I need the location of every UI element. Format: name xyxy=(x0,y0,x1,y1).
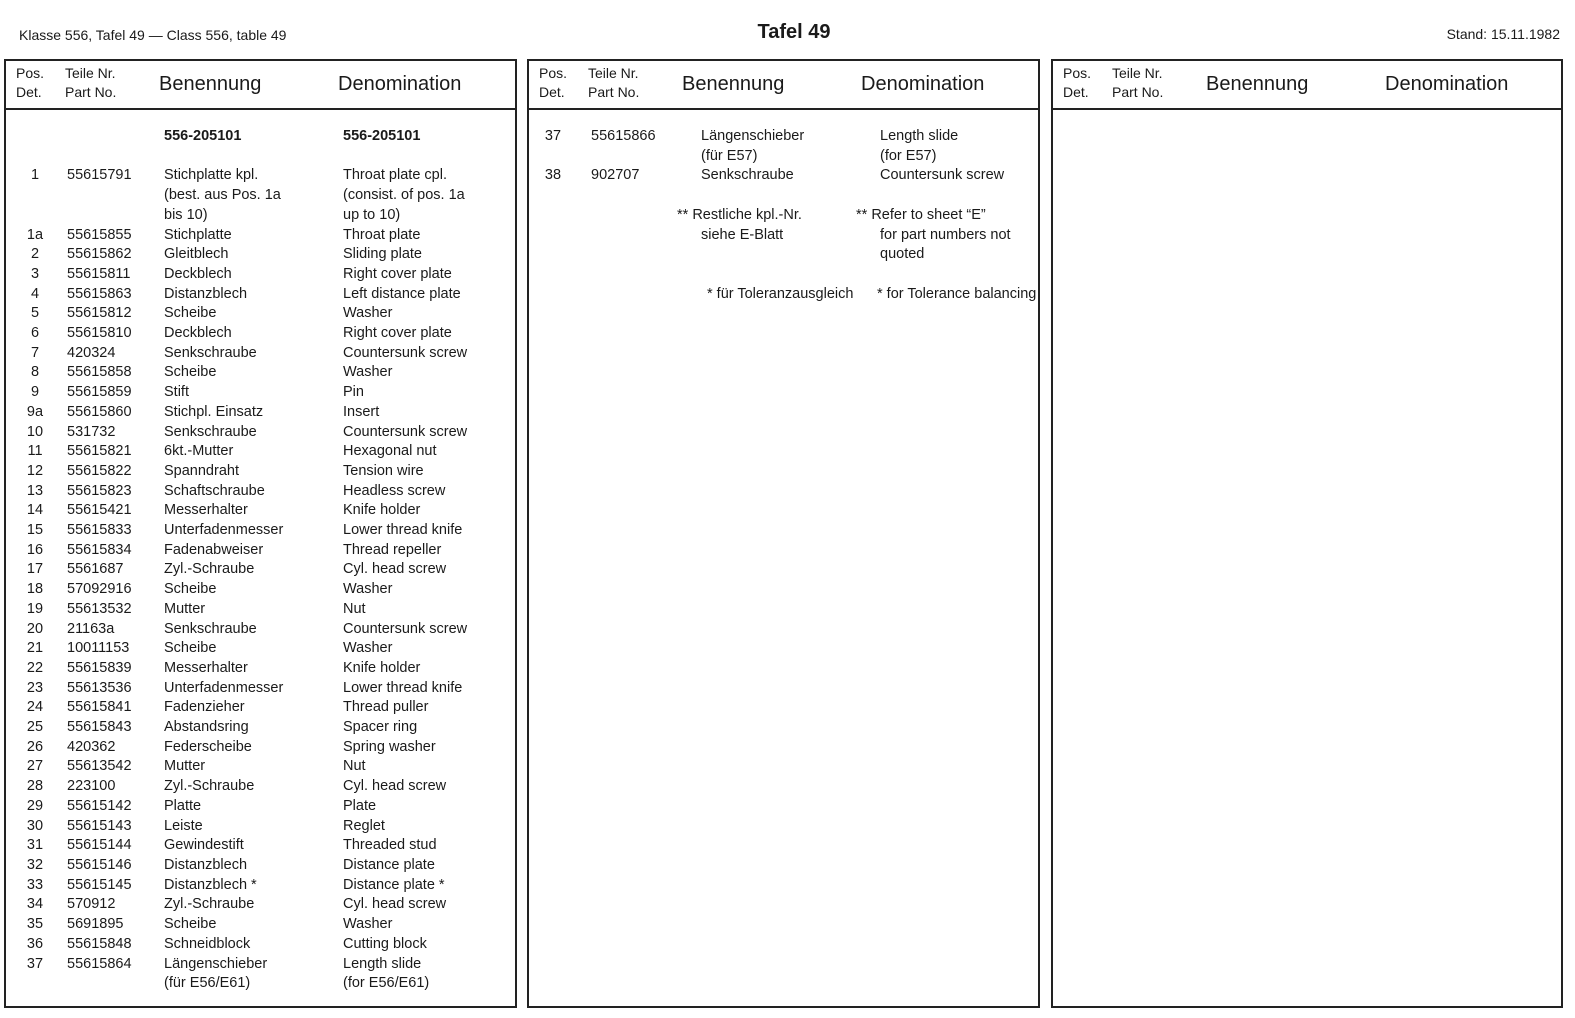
table-row xyxy=(6,521,515,541)
table-row xyxy=(6,166,515,186)
pos-cell: 21 xyxy=(26,640,44,657)
pos-cell: 29 xyxy=(26,797,44,814)
pos-cell: 13 xyxy=(26,482,44,499)
denomination-cell: Thread puller xyxy=(343,699,429,716)
benennung-cell: Deckblech xyxy=(164,265,232,282)
denomination-cell: Sliding plate xyxy=(343,246,422,263)
part-no-cell: 223100 xyxy=(67,778,116,795)
table-row xyxy=(6,777,515,797)
denomination-cell: Cyl. head screw xyxy=(343,778,447,795)
assembly-row xyxy=(6,127,515,147)
part-no-cell: 55615862 xyxy=(67,246,132,263)
benennung-cell: Fadenabweiser xyxy=(164,541,264,558)
denomination-cell: Washer xyxy=(343,305,393,322)
table-row xyxy=(6,580,515,600)
part-no-cell: 55615859 xyxy=(67,384,132,401)
part-no-cell: 55615812 xyxy=(67,305,132,322)
table-row xyxy=(6,383,515,403)
pos-cell: 5 xyxy=(30,305,40,322)
table-row xyxy=(6,955,515,975)
pos-cell: 7 xyxy=(30,344,40,361)
table-row xyxy=(6,226,515,246)
part-no-cell: 55615142 xyxy=(67,797,132,814)
denomination-cell: Countersunk screw xyxy=(343,344,468,361)
footnote-tolerance: * für Toleranzausgleich * for Tolerance balancing xyxy=(707,285,1037,302)
pos-cell: 2 xyxy=(30,246,40,263)
pos-cell: 30 xyxy=(26,817,44,834)
part-no-cell: 55615866 xyxy=(591,128,656,144)
table-row xyxy=(6,797,515,817)
part-no-cell: 5561687 xyxy=(67,561,124,578)
denomination-cell: Left distance plate xyxy=(343,285,461,302)
benennung-header: Benennung xyxy=(1206,73,1309,95)
benennung-cell: Längenschieber xyxy=(701,128,805,144)
benennung-cell: Distanzblech * xyxy=(164,876,257,893)
part-no-cell: 55615843 xyxy=(67,719,132,736)
part-no-cell xyxy=(64,186,164,206)
benennung-cell: Spanndraht xyxy=(164,462,239,479)
pos-cell: 34 xyxy=(26,896,44,913)
benennung-cell: Stift xyxy=(164,384,189,401)
pos-cell xyxy=(529,147,577,167)
pos-cell: 3 xyxy=(30,265,40,282)
page-header xyxy=(0,0,1575,56)
table-row xyxy=(6,915,515,935)
pos-cell: 20 xyxy=(26,620,44,637)
benennung-cell: Längenschieber xyxy=(164,955,268,972)
pos-cell: 1 xyxy=(30,167,40,184)
denomination-cell: Hexagonal nut xyxy=(343,443,437,460)
part-no-cell: 55615863 xyxy=(67,285,132,302)
pos-cell: 14 xyxy=(26,502,44,519)
denomination-cell: Countersunk screw xyxy=(880,167,1005,184)
part-no-cell: 531732 xyxy=(67,423,116,440)
table-row xyxy=(6,600,515,620)
denomination-header: Denomination xyxy=(861,73,985,95)
table-row xyxy=(6,541,515,561)
benennung-cell: Scheibe xyxy=(164,364,217,381)
part-no-cell: 55613536 xyxy=(67,679,132,696)
benennung-cell: Scheibe xyxy=(164,640,217,657)
parts-panel-2 xyxy=(527,59,1040,1008)
pos-cell: 24 xyxy=(26,699,44,716)
pos-cell: 17 xyxy=(26,561,44,578)
part-no-cell: 55613542 xyxy=(67,758,132,775)
denomination-cell: Threaded stud xyxy=(343,837,437,854)
denomination-cell: Length slide xyxy=(343,955,422,972)
denomination-cell: Insert xyxy=(343,403,380,420)
table-row xyxy=(6,363,515,383)
table-row xyxy=(6,482,515,502)
table-row xyxy=(6,836,515,856)
denomination-cell: Knife holder xyxy=(343,659,421,676)
pos-cell xyxy=(6,186,64,206)
benennung-cell: Zyl.-Schraube xyxy=(164,561,255,578)
benennung-cell: Zyl.-Schraube xyxy=(164,896,255,913)
part-no-cell: 21163a xyxy=(67,620,115,637)
pos-cell: 12 xyxy=(26,462,44,479)
denomination-cell: Countersunk screw xyxy=(343,423,468,440)
benennung-cell: (für E57) xyxy=(701,147,758,164)
denomination-cell: Plate xyxy=(343,797,377,814)
denomination-cell: Lower thread knife xyxy=(343,679,463,696)
pos-cell: 25 xyxy=(26,719,44,736)
assembly-number: 556-205101 xyxy=(164,128,242,144)
parts-panel-3 xyxy=(1051,59,1563,1008)
pos-cell: 4 xyxy=(30,285,40,302)
denomination-cell: Distance plate * xyxy=(343,876,445,893)
part-no-cell: 55613532 xyxy=(67,600,132,617)
benennung-cell: Unterfadenmesser xyxy=(164,679,284,696)
pos-cell: 9 xyxy=(30,384,40,401)
benennung-cell: Stichplatte xyxy=(164,226,232,243)
part-no-cell: 570912 xyxy=(67,896,116,913)
pos-cell: 37 xyxy=(26,955,44,972)
table-row xyxy=(6,501,515,521)
denomination-cell: Throat plate cpl. xyxy=(343,167,447,184)
pos-cell: 1a xyxy=(26,226,44,243)
benennung-cell: Scheibe xyxy=(164,305,217,322)
benennung-cell: Senkschraube xyxy=(701,167,794,184)
part-no-cell: 55615860 xyxy=(67,403,132,420)
denomination-cell: Thread repeller xyxy=(343,541,442,558)
table-row xyxy=(6,344,515,364)
table-row xyxy=(6,817,515,837)
table-row xyxy=(6,659,515,679)
benennung-cell: Abstandsring xyxy=(164,719,249,736)
part-no-cell: 55615822 xyxy=(67,462,132,479)
table-row xyxy=(6,679,515,699)
part-no-cell: 55615839 xyxy=(67,659,132,676)
part-no-cell: 55615810 xyxy=(67,325,132,342)
denomination-cell: Cyl. head screw xyxy=(343,561,447,578)
benennung-cell: Schaftschraube xyxy=(164,482,265,499)
parts-list xyxy=(6,110,515,994)
pos-cell: 6 xyxy=(30,325,40,342)
benennung-header: Benennung xyxy=(159,73,262,95)
denomination-cell: Washer xyxy=(343,916,393,933)
parts-list: 37 55615866 Längenschieber Length slide (für E57) (for E57) 38 902707 Senkschraube Countersunk screw ** Restliche kpl.-Nr. ** Refer to sheet “E” siehe E-Blatt for part numbers not quoted * für Toleranzausgleich * for Tolerance balancing xyxy=(529,110,1038,304)
part-no-cell: 55615421 xyxy=(67,502,132,519)
benennung-cell: Zyl.-Schraube xyxy=(164,778,255,795)
part-no-header: Teile Nr. Part No. xyxy=(1112,65,1164,100)
benennung-cell: Distanzblech xyxy=(164,285,248,302)
denomination-cell: Lower thread knife xyxy=(343,522,463,539)
denomination-cell: Pin xyxy=(343,384,364,401)
benennung-cell: (für E56/E61) xyxy=(164,975,251,992)
benennung-cell: Schneidblock xyxy=(164,935,251,952)
denomination-cell: Washer xyxy=(343,640,393,657)
part-no-cell: 55615855 xyxy=(67,226,132,243)
part-no-cell: 420362 xyxy=(67,738,116,755)
denomination-cell: (for E57) xyxy=(880,147,937,164)
pos-cell: 22 xyxy=(26,659,44,676)
denomination-cell: Tension wire xyxy=(343,462,424,479)
column-header xyxy=(6,61,515,110)
pos-cell: 33 xyxy=(26,876,44,893)
pos-cell: 8 xyxy=(30,364,40,381)
denomination-cell: Throat plate xyxy=(343,226,421,243)
denomination-cell: Spring washer xyxy=(343,738,436,755)
denomination-cell: Countersunk screw xyxy=(343,620,468,637)
benennung-cell: 6kt.-Mutter xyxy=(164,443,234,460)
pos-cell: 35 xyxy=(26,916,44,933)
table-row xyxy=(6,462,515,482)
part-no-cell: 55615143 xyxy=(67,817,132,834)
part-no-cell xyxy=(64,206,164,226)
part-no-header: Teile Nr. Part No. xyxy=(588,65,640,100)
benennung-cell: Federscheibe xyxy=(164,738,252,755)
benennung-cell: Gleitblech xyxy=(164,246,229,263)
pos-cell: 28 xyxy=(26,778,44,795)
table-row xyxy=(6,895,515,915)
pos-cell xyxy=(6,206,64,226)
table-row xyxy=(6,738,515,758)
benennung-cell: Senkschraube xyxy=(164,423,257,440)
denomination-cell: up to 10) xyxy=(343,206,401,223)
benennung-cell: Messerhalter xyxy=(164,502,248,519)
table-row xyxy=(6,935,515,955)
pos-cell: 23 xyxy=(26,679,44,696)
benennung-header: Benennung xyxy=(682,73,785,95)
table-row xyxy=(6,757,515,777)
denomination-cell: Right cover plate xyxy=(343,325,452,342)
part-no-cell: 57092916 xyxy=(67,581,132,598)
table-row xyxy=(6,560,515,580)
benennung-cell: Unterfadenmesser xyxy=(164,522,284,539)
pos-cell xyxy=(6,974,64,994)
benennung-cell: Mutter xyxy=(164,758,206,775)
table-row xyxy=(6,442,515,462)
table-row xyxy=(6,718,515,738)
denomination-cell: Knife holder xyxy=(343,502,421,519)
part-no-cell: 55615146 xyxy=(67,857,132,873)
benennung-cell: Stichplatte kpl. xyxy=(164,167,259,184)
part-no-cell: 55615145 xyxy=(67,876,132,893)
part-no-cell: 55615858 xyxy=(67,364,132,381)
pos-cell: 19 xyxy=(26,600,44,617)
table-row xyxy=(6,304,515,324)
denomination-cell: Washer xyxy=(343,364,393,381)
denomination-header: Denomination xyxy=(1385,73,1509,95)
table-row xyxy=(6,285,515,305)
part-no-header: Teile Nr. Part No. xyxy=(65,65,117,100)
table-row xyxy=(6,620,515,640)
part-no-cell: 55615144 xyxy=(67,837,132,854)
benennung-cell: bis 10) xyxy=(164,206,208,223)
denomination-cell: Reglet xyxy=(343,817,385,834)
denomination-cell: Headless screw xyxy=(343,482,446,499)
assembly-number-en: 556-205101 xyxy=(343,128,421,144)
part-no-cell: 10011153 xyxy=(67,640,130,657)
benennung-cell: Distanzblech xyxy=(164,857,248,873)
table-row xyxy=(6,639,515,659)
benennung-cell: Mutter xyxy=(164,600,206,617)
part-no-cell: 420324 xyxy=(67,344,116,361)
part-no-cell xyxy=(577,147,687,167)
benennung-cell: Stichpl. Einsatz xyxy=(164,403,264,420)
benennung-cell: Senkschraube xyxy=(164,344,257,361)
benennung-cell: Platte xyxy=(164,797,202,814)
benennung-cell: Scheibe xyxy=(164,581,217,598)
pos-cell: 37 xyxy=(544,128,562,144)
table-row xyxy=(6,265,515,285)
denomination-cell: Spacer ring xyxy=(343,719,418,736)
denomination-cell: Nut xyxy=(343,600,366,617)
table-row xyxy=(6,423,515,443)
table-row xyxy=(6,186,515,206)
part-no-cell xyxy=(64,974,164,994)
part-no-cell: 55615821 xyxy=(67,443,132,460)
part-no-cell: 902707 xyxy=(591,167,640,184)
table-row xyxy=(6,876,515,896)
column-header xyxy=(1053,61,1561,110)
pos-cell: 18 xyxy=(26,581,44,598)
page-title: Tafel 49 xyxy=(757,21,831,43)
part-no-cell: 55615848 xyxy=(67,935,132,952)
benennung-cell: Fadenzieher xyxy=(164,699,245,716)
pos-cell: 26 xyxy=(26,738,44,755)
column-header xyxy=(529,61,1038,110)
benennung-cell: Deckblech xyxy=(164,325,232,342)
benennung-cell: Scheibe xyxy=(164,916,217,933)
table-row xyxy=(6,856,515,876)
table-row xyxy=(6,324,515,344)
benennung-cell: Messerhalter xyxy=(164,659,248,676)
pos-cell: 15 xyxy=(26,522,44,539)
table-row xyxy=(529,127,1038,147)
pos-cell: 9a xyxy=(26,403,44,420)
denomination-header: Denomination xyxy=(338,73,462,95)
part-no-cell: 5691895 xyxy=(67,916,124,933)
parts-panel-1 xyxy=(4,59,517,1008)
parts-list-empty xyxy=(1053,110,1561,127)
pos-cell: 11 xyxy=(27,443,43,460)
pos-cell: 38 xyxy=(544,167,562,184)
pos-cell: 32 xyxy=(26,857,44,873)
pos-cell: 36 xyxy=(26,935,44,952)
part-no-cell: 55615864 xyxy=(67,955,132,972)
benennung-cell: (best. aus Pos. 1a xyxy=(164,187,281,204)
table-row xyxy=(6,245,515,265)
footnote-remaining-parts: ** Restliche kpl.-Nr. ** Refer to sheet “E” xyxy=(677,206,986,223)
denomination-cell: Length slide xyxy=(880,128,959,144)
table-row xyxy=(6,698,515,718)
part-no-cell: 55615834 xyxy=(67,541,132,558)
pos-header: Pos. Det. xyxy=(16,65,45,100)
benennung-cell: Leiste xyxy=(164,817,203,834)
pos-cell: 31 xyxy=(26,837,44,854)
denomination-cell: (consist. of pos. 1a xyxy=(343,187,465,204)
pos-cell: 16 xyxy=(26,541,44,558)
table-row xyxy=(529,166,1038,186)
denomination-cell: Cutting block xyxy=(343,935,427,952)
pos-header: Pos. Det. xyxy=(539,65,568,100)
pos-cell: 10 xyxy=(26,423,44,440)
part-no-cell: 55615811 xyxy=(67,265,131,282)
denomination-cell: (for E56/E61) xyxy=(343,975,430,992)
table-row xyxy=(529,147,1038,167)
denomination-cell: Distance plate xyxy=(343,857,435,873)
pos-header: Pos. Det. xyxy=(1063,65,1092,100)
table-row xyxy=(6,206,515,226)
part-no-cell: 55615833 xyxy=(67,522,132,539)
denomination-cell: Cyl. head screw xyxy=(343,896,447,913)
denomination-cell: Nut xyxy=(343,758,366,775)
date-stamp: Stand: 15.11.1982 xyxy=(1446,26,1560,42)
denomination-cell: Washer xyxy=(343,581,393,598)
part-no-cell: 55615841 xyxy=(67,699,132,716)
benennung-cell: Senkschraube xyxy=(164,620,257,637)
part-no-cell: 55615823 xyxy=(67,482,132,499)
denomination-cell: Right cover plate xyxy=(343,265,452,282)
class-table-label: Klasse 556, Tafel 49 — Class 556, table 49 xyxy=(19,27,287,43)
part-no-cell: 55615791 xyxy=(67,167,132,184)
table-row xyxy=(6,974,515,994)
pos-cell: 27 xyxy=(26,758,44,775)
benennung-cell: Gewindestift xyxy=(164,837,244,854)
table-row xyxy=(6,403,515,423)
